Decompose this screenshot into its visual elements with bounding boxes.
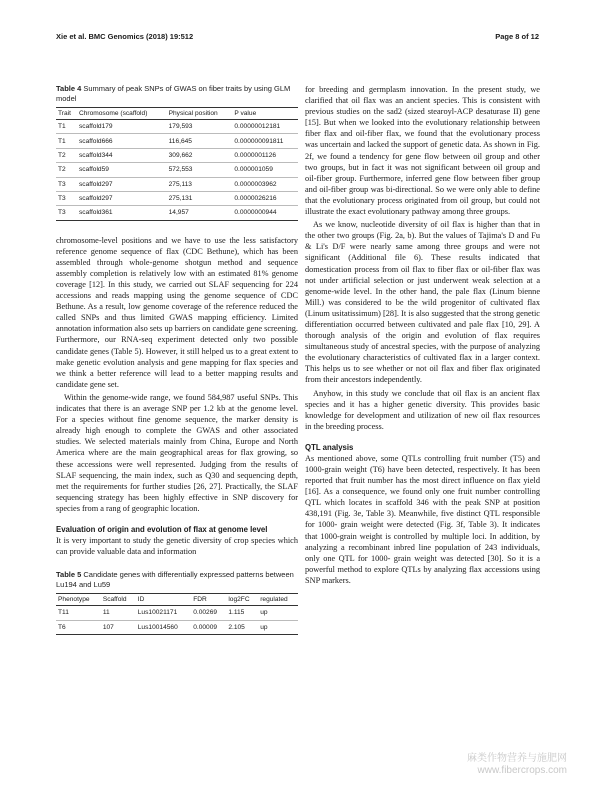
table-cell: T11 xyxy=(56,606,101,620)
table-cell: 0.0000003962 xyxy=(232,177,298,191)
table-row xyxy=(56,606,298,620)
table-row xyxy=(56,620,298,634)
table-cell: scaffold297 xyxy=(77,177,167,191)
table-header-cell: Chromosome (scaffold) xyxy=(77,108,167,120)
table-cell: T3 xyxy=(56,177,77,191)
table-cell: 0.00000012181 xyxy=(232,120,298,134)
table-cell: T3 xyxy=(56,206,77,220)
table-cell: 309,662 xyxy=(167,148,233,162)
running-header: Xie et al. BMC Genomics (2018) 19:512 xyxy=(56,32,194,41)
right-paragraph-2: As we know, nucleotide diversity of oil flax is higher than that in the other two groups (Fig. 2a, b). But the values of Tajima's D and Fu & Li's D/F were nearly same among three groups and were not significant (Additional file 6). These results indicated that domestication process from oil flax to fiber flax or oil-fiber flax was not under artificial selection or just underwent weak selection at a genome-wide level. In the other hand, the pale flax (Linum bienne Mill.) was considered to be the wild progenitor of cultivated flax (Linum usitatissimum) [28]. It is also suggested that the strong genetic differentiation occurred between cultivated and pale flax [10, 29]. A thorough analysis of the origin and evolution of flax requires simultaneous study of ancestral species, with the purpose of analyzing the evolutionary characteristics of cultivated flax in a larger context. This helps us to see whether or not oil flax and fiber flax originated from their ancestors independently. xyxy=(305,220,540,385)
right-paragraph-4: As mentioned above, some QTLs controlling fruit number (T5) and 1000-grain weight (T6) have been detected, respectively. It has been reported that fruit number has the most direct influence on flax yield [16]. As a consequence, we found only one fruit number controlling QTL which locates in scaffold 346 with the peak SNP at position 438,191 (Fig. 3e, Table 3). Meanwhile, five distinct QTL responsible for 1000- grain weight were detected (Fig. 3f, Table 3). It indicates that 1000-grain weight is controlled by multiple loci. In addition, by analyzing a recombinant inbred line population of 243 individuals, only one QTL for 1000- grain weight was detected [30]. So it is a powerful method to explore QTLs by analyzing flax accessions using SNP markers. xyxy=(305,453,540,585)
table-row xyxy=(56,148,298,162)
table5-caption-text: Candidate genes with differentially expressed patterns between Lu194 and Lu59 xyxy=(56,570,294,590)
table-cell: T2 xyxy=(56,148,77,162)
table-header-cell: Physical position xyxy=(167,108,233,120)
table-cell: 116,645 xyxy=(167,134,233,148)
table-cell: Lus10014560 xyxy=(136,620,191,634)
watermark-line-1: 麻类作物营养与施肥网 xyxy=(467,753,567,764)
table4-caption-text: Summary of peak SNPs of GWAS on fiber traits by using GLM model xyxy=(56,84,291,103)
table-cell: 275,131 xyxy=(167,191,233,205)
table-cell: 0.000001059 xyxy=(232,163,298,177)
table-cell: scaffold59 xyxy=(77,163,167,177)
table-cell: 0.0000026216 xyxy=(232,191,298,205)
table-header-cell: FDR xyxy=(191,594,226,606)
table4-caption-label: Table 4 xyxy=(56,84,82,93)
table-cell: 0.00009 xyxy=(191,620,226,634)
section-heading-qtl: QTL analysis xyxy=(305,442,354,452)
table-row xyxy=(56,191,298,205)
table-cell: 107 xyxy=(101,620,136,634)
table-cell: T1 xyxy=(56,134,77,148)
table-cell: scaffold179 xyxy=(77,120,167,134)
left-paragraph-2: Within the genome-wide range, we found 584,987 useful SNPs. This indicates that there is an average SNP per 1.2 kb at the genome level. For a species without fine genome sequence, the marker density is already high enough to complete the GWAS and other associated studies. We selected materials mainly from China, Europe and North America where are the main geographical areas for flax growing, so these accessions were well represented. Judging from the results of SLAF sequencing, the main index, such as Q30 and sequencing depth, met the requirements for further studies [26, 27]. Practically, the SLAF sequencing strategy has been highly effective in SNP discovery for species from a rang of geographic location. xyxy=(56,392,298,513)
table-cell: 1.115 xyxy=(226,606,258,620)
table-cell: 11 xyxy=(101,606,136,620)
table4 xyxy=(56,107,298,221)
table-cell: 572,553 xyxy=(167,163,233,177)
watermark xyxy=(467,753,567,777)
table-row xyxy=(56,134,298,148)
left-column xyxy=(56,84,298,635)
table-cell: 275,113 xyxy=(167,177,233,191)
table-cell: 179,593 xyxy=(167,120,233,134)
table-cell: scaffold344 xyxy=(77,148,167,162)
table-cell: scaffold297 xyxy=(77,191,167,205)
table-header-cell: P value xyxy=(232,108,298,120)
section-heading-evaluation: Evaluation of origin and evolution of flax at genome level xyxy=(56,524,268,534)
table5 xyxy=(56,593,298,635)
table-cell: Lus10021171 xyxy=(136,606,191,620)
table-row xyxy=(56,177,298,191)
table-cell: up xyxy=(258,606,298,620)
table-cell: scaffold666 xyxy=(77,134,167,148)
table-cell: T2 xyxy=(56,163,77,177)
table-header-cell: Phenotype xyxy=(56,594,101,606)
table-cell: 14,957 xyxy=(167,206,233,220)
table5-caption xyxy=(56,570,298,590)
table-row xyxy=(56,163,298,177)
table-row xyxy=(56,206,298,220)
right-paragraph-1: for breeding and germplasm innovation. In the present study, we clarified that oil flax was an ancient species. This is consistent with previous studies on the sad2 (sized stearoyl-ACP desaturase II) gene [15]. But when we looked into the evolutionary relationship between fiber flax and oil-fiber flax, we found that the evolutionary process was uncertain and lacked the support of genetic data. As shown in Fig. 2f, we found a tendency for gene flow between oil group and other two groups, but in fact it was not significant between oil group and oil-fiber group. Furthermore, inferred gene flow between fiber group and oil-fiber group was bi-directional. So we were only able to define that the evolutionary process originated from oil group, but could not illustrate the exact evolutionary pathway among three groups. xyxy=(305,85,540,217)
right-column xyxy=(305,84,540,586)
table-header-cell: Trait xyxy=(56,108,77,120)
table-cell: 0.0000000944 xyxy=(232,206,298,220)
right-paragraph-3: Anyhow, in this study we conclude that oil flax is an ancient flax species and it has a higher genetic diversity. This provides basic knowledge for development and utilization of new oil flax resources in the breeding process. xyxy=(305,388,540,431)
table-cell: 0.0000001126 xyxy=(232,148,298,162)
table-cell: 0.00269 xyxy=(191,606,226,620)
table-cell: T1 xyxy=(56,120,77,134)
left-paragraph-1: chromosome-level positions and we have to use the less satisfactory reference genome sequence of flax (CDC Bethune), which has been assembled through whole-genome shotgun method and sequence assembly completion is relatively low with an estimated 81% genome coverage [12]. In this study, we carried out SLAF sequencing for 224 accessions and reads mapping using the genome sequence of CDC Bethune. As a result, low genome coverage of the reference reduced the called SNPs and thus limited GWAS mapping efficiency. Limited annotation information also sets up barriers on candidate gene screening. Furthermore, our RNA-seq experiment detected only two possible candidate genes (Table 5). However, it still helped us to a great extent to make genetic evolution analysis and gene mapping for flax species and we think a better reference will lead to a better mapping results and candidate gene set. xyxy=(56,235,298,389)
table-cell: scaffold361 xyxy=(77,206,167,220)
table-cell: T6 xyxy=(56,620,101,634)
page-number: Page 8 of 12 xyxy=(495,32,539,41)
table-header-cell: regulated xyxy=(258,594,298,606)
table-header-cell: Scaffold xyxy=(101,594,136,606)
table5-caption-label: Table 5 xyxy=(56,570,82,580)
table-cell: 2.105 xyxy=(226,620,258,634)
table-cell: T3 xyxy=(56,191,77,205)
table-cell: up xyxy=(258,620,298,634)
table-header-cell: log2FC xyxy=(226,594,258,606)
table-row xyxy=(56,120,298,134)
table-cell: 0.000000091811 xyxy=(232,134,298,148)
left-paragraph-3: It is very important to study the genetic diversity of crop species which can provide valuable data and information xyxy=(56,535,298,557)
table4-caption xyxy=(56,84,298,104)
watermark-line-2: www.fibercrops.com xyxy=(477,765,567,776)
table-header-cell: ID xyxy=(136,594,191,606)
